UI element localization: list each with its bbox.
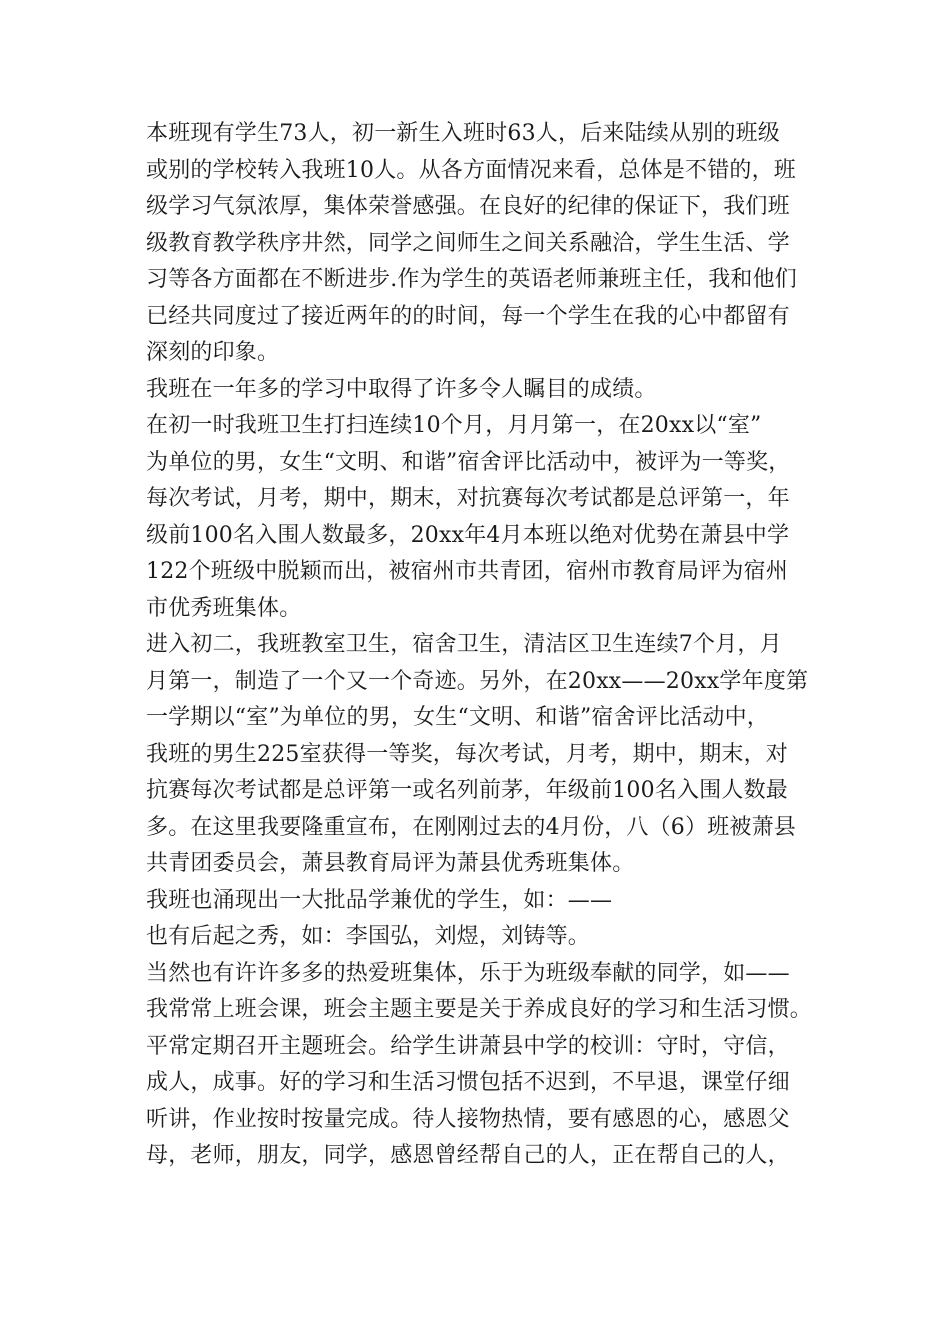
text-line: 已经共同度过了接近两年的的时间，每一个学生在我的心中都留有 bbox=[146, 303, 790, 329]
text-line: 在初一时我班卫生打扫连续10个月，月月第一，在20xx以“室” bbox=[146, 413, 762, 438]
text-line: 市优秀班集体。 bbox=[146, 595, 302, 621]
text-line: 共青团委员会，萧县教育局评为萧县优秀班集体。 bbox=[146, 851, 635, 876]
text-line: 成人，成事。好的学习和生活习惯包括不迟到，不早退，课堂仔细 bbox=[146, 1070, 790, 1095]
text-line: 也有后起之秀，如：李国弘，刘煜，刘铸等。 bbox=[146, 924, 591, 949]
text-line: 级教育教学秩序井然，同学之间师生之间关系融洽，学生生活、学 bbox=[146, 230, 790, 256]
text-line: 抗赛每次考试都是总评第一或名列前茅，年级前100名入围人数最 bbox=[146, 778, 788, 803]
text-line: 122个班级中脱颖而出，被宿州市共青团，宿州市教育局评为宿州 bbox=[146, 559, 788, 584]
text-line: 级学习气氛浓厚，集体荣誉感强。在良好的纪律的保证下，我们班 bbox=[146, 194, 790, 219]
document-body bbox=[146, 116, 836, 1175]
text-line: 习等各方面都在不断进步.作为学生的英语老师兼班主任，我和他们 bbox=[146, 267, 797, 292]
text-line: 我常常上班会课，班会主题主要是关于养成良好的学习和生活习惯。 bbox=[146, 997, 813, 1022]
text-line: 平常定期召开主题班会。给学生讲萧县中学的校训：守时，守信， bbox=[146, 1033, 790, 1059]
text-line: 听讲，作业按时按量完成。待人接物热情，要有感恩的心，感恩父 bbox=[146, 1106, 790, 1132]
text-line: 母，老师，朋友，同学，感恩曾经帮自己的人，正在帮自己的人， bbox=[146, 1143, 790, 1168]
text-line: 当然也有许许多多的热爱班集体，乐于为班级奉献的同学，如—— bbox=[146, 960, 790, 986]
text-line: 多。在这里我要隆重宣布，在刚刚过去的4月份，八（6）班被萧县 bbox=[146, 814, 796, 840]
text-line: 月第一，制造了一个又一个奇迹。另外，在20xx——20xx学年度第 bbox=[146, 668, 809, 694]
text-line: 我班在一年多的学习中取得了许多令人瞩目的成绩。 bbox=[146, 376, 657, 402]
text-line: 我班的男生225室获得一等奖，每次考试，月考，期中，期末，对 bbox=[146, 741, 788, 767]
text-line: 每次考试，月考，期中，期末，对抗赛每次考试都是总评第一，年 bbox=[146, 486, 790, 511]
text-line: 深刻的印象。 bbox=[146, 340, 280, 365]
text-line: 一学期以“室”为单位的男，女生“文明、和谐”宿舍评比活动中， bbox=[146, 705, 769, 730]
text-line: 本班现有学生73人，初一新生入班时63人，后来陆续从别的班级 bbox=[146, 121, 780, 146]
text-line: 或别的学校转入我班10人。从各方面情况来看，总体是不错的，班 bbox=[146, 157, 796, 183]
text-line: 我班也涌现出一大批品学兼优的学生，如：—— bbox=[146, 887, 613, 913]
text-line: 进入初二，我班教室卫生，宿舍卫生，清洁区卫生连续7个月，月 bbox=[146, 632, 782, 657]
text-line: 级前100名入围人数最多，20xx年4月本班以绝对优势在萧县中学 bbox=[146, 522, 790, 548]
text-line: 为单位的男，女生“文明、和谐”宿舍评比活动中，被评为一等奖， bbox=[146, 449, 791, 475]
